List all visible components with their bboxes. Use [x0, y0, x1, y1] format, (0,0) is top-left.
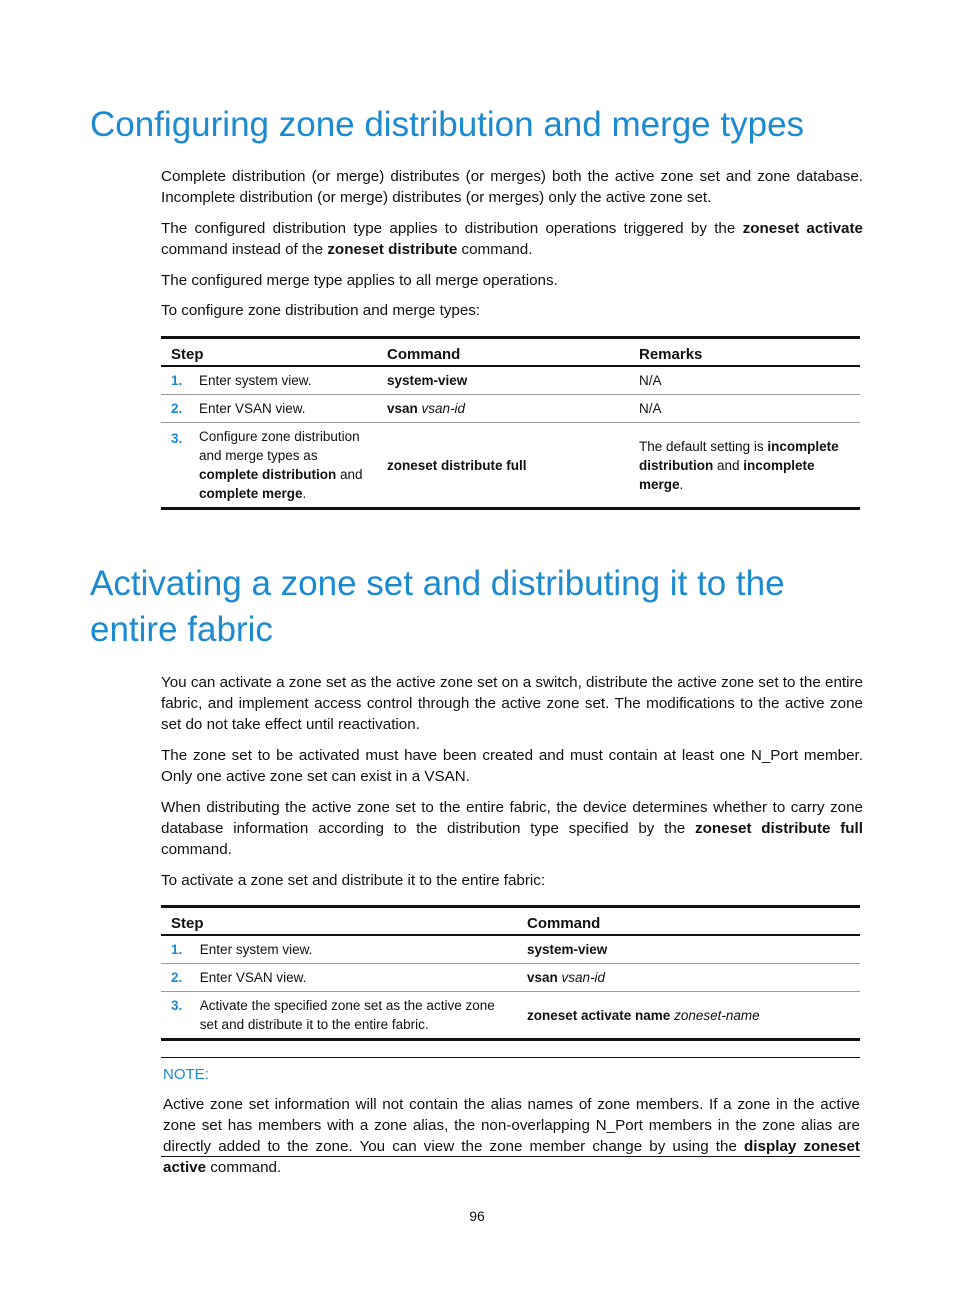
config-table-1 [161, 336, 860, 510]
note-top-rule [161, 1057, 860, 1058]
step-number: 2. [161, 964, 190, 992]
command-cell: system-view [387, 373, 468, 388]
step-number: 1. [171, 373, 183, 388]
section-title-activate-zone-set: Activating a zone set and distributing it to the entire fabric [90, 564, 785, 649]
table-row [161, 935, 860, 964]
paragraph: Complete distribution (or merge) distributes (or merges) both the active zone set and zone database. Incomplete distribution (or merge) distributes (or merges) only the active zone set. [161, 168, 863, 206]
step-number: 3. [161, 423, 189, 509]
step-number: 3. [161, 992, 190, 1040]
paragraph: The configured merge type applies to all merge operations. [161, 272, 558, 289]
step-number: 2. [161, 395, 189, 423]
step-description: Configure zone distribution and merge types as complete distribution and complete merge. [189, 423, 377, 509]
config-table-2 [161, 905, 860, 1041]
note-bottom-rule [161, 1156, 860, 1157]
table-row [161, 423, 860, 509]
command-cell: system-view [527, 942, 608, 957]
table-row [161, 964, 860, 992]
table-header-row [161, 907, 860, 936]
section-title-zone-distribution: Configuring zone distribution and merge types [90, 105, 805, 144]
step-description: Enter VSAN view. [189, 395, 377, 423]
page-number: 96 [469, 1208, 485, 1224]
step-description: Enter system view. [199, 942, 313, 957]
paragraph: To configure zone distribution and merge types: [161, 302, 481, 319]
table-row [161, 395, 860, 423]
table-row [161, 992, 860, 1040]
header-command: Command [377, 338, 629, 367]
paragraph: To activate a zone set and distribute it to the entire fabric: [161, 872, 546, 889]
remarks-cell: N/A [639, 373, 662, 388]
paragraph: When distributing the active zone set to the entire fabric, the device determines whether to carry zone database information according to the distribution type specified by the zoneset distribute full command. [161, 799, 863, 858]
header-command: Command [517, 907, 860, 936]
header-remarks: Remarks [629, 338, 860, 367]
command-cell: zoneset activate name zoneset-name [517, 992, 860, 1040]
step-description: Enter VSAN view. [190, 964, 517, 992]
remarks-cell: N/A [629, 395, 860, 423]
table-row [161, 366, 860, 395]
note-text: Active zone set information will not contain the alias names of zone members. If a zone in the active zone set has members with a zone alias, the non-overlapping N_Port members in the zone alias are directly added to the zone. You can view the zone member change by using the display zoneset active command. [163, 1096, 860, 1176]
paragraph: The zone set to be activated must have been created and must contain at least one N_Port member. Only one active zone set can exist in a VSAN. [161, 747, 863, 785]
step-description: Enter system view. [199, 373, 312, 388]
paragraph: You can activate a zone set as the active zone set on a switch, distribute the active zone set to the entire fabric, and implement access control through the active zone set. The modifications to the active zone set do not take effect until reactivation. [161, 674, 863, 733]
step-number: 1. [171, 942, 183, 957]
step-description: Activate the specified zone set as the active zone set and distribute it to the entire fabric. [190, 992, 517, 1040]
command-cell: vsan vsan-id [517, 964, 860, 992]
table-header-row [161, 338, 860, 367]
header-step: Step [161, 907, 517, 936]
header-step: Step [161, 338, 377, 367]
note-label: NOTE: [163, 1066, 209, 1083]
command-cell: vsan vsan-id [377, 395, 629, 423]
remarks-cell: The default setting is incomplete distribution and incomplete merge. [629, 423, 860, 509]
paragraph: The configured distribution type applies to distribution operations triggered by the zoneset activate command instead of the zoneset distribute command. [161, 220, 864, 258]
command-cell: zoneset distribute full [377, 423, 629, 509]
